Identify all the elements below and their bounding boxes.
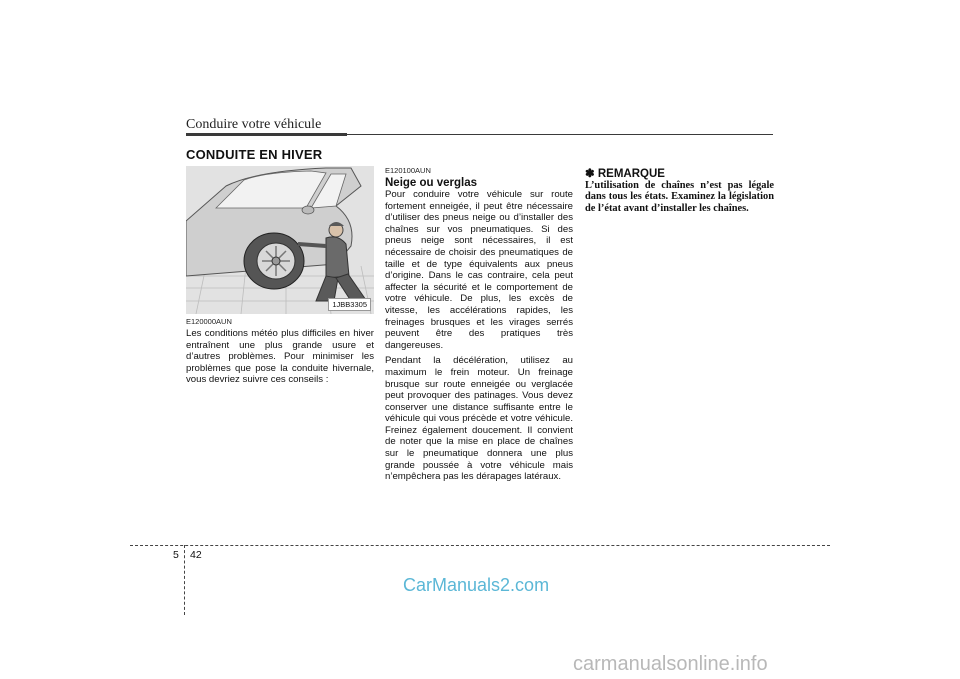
intro-text: Les conditions météo plus difficiles en hiver entraînent une plus grande usure et d’autres problèmes. Pour minimiser les problèmes que pose la conduite hivernale, vous devriez suivre ces conseils : [186, 328, 374, 386]
remark-heading-row [585, 166, 774, 180]
footer-divider [130, 545, 830, 546]
site-watermark: CarManuals2.com [403, 575, 550, 595]
footer-page-number: 42 [190, 549, 202, 561]
header-rule-thin [347, 134, 773, 135]
remark-text: L’utilisation de chaînes n’est pas légale dans tous les états. Examinez la législation de l’état avant d’installer les chaînes. [585, 180, 774, 214]
header-rule-thick [186, 133, 347, 136]
snow-heading: Neige ou verglas [385, 177, 478, 189]
section-title: CONDUITE EN HIVER [186, 147, 323, 162]
remark-box [585, 166, 774, 214]
snow-paragraph-1: Pour conduire votre véhicule sur route fortement enneigée, il peut être nécessaire d’utiliser des pneus neige ou d’installer des chaînes sur vos pneumatiques. Si des pneus neige sont nécessaires, il est nécessaire de choisir des pneumatiques de taille et de type équivalents aux pneus d’origine. Dans le cas contraire, cela peut affecter la sécurité et le comportement de votre véhicule. De plus, les excès de vitesse, les accélérations rapides, les freinages brusques et les virages serrés peuvent être des pratiques très dangereuses. [385, 189, 573, 351]
car-tire-illustration [186, 166, 374, 314]
intro-section [186, 317, 374, 386]
illustration-tire-chains [186, 166, 374, 314]
remark-heading: REMARQUE [597, 168, 665, 180]
chapter-title: Conduire votre véhicule [186, 117, 322, 132]
bottom-watermark: carmanualsonline.info [573, 653, 768, 675]
intro-code: E120000AUN [186, 317, 232, 326]
figure-label: 1JBB3305 [328, 298, 371, 311]
footer-vertical-divider [184, 545, 185, 615]
snow-section [385, 166, 573, 483]
remark-symbol-icon: ✽ [585, 168, 595, 180]
footer-chapter-number: 5 [173, 549, 179, 561]
snow-paragraph-2: Pendant la décélération, utilisez au maximum le frein moteur. Un freinage brusque sur route enneigée ou verglacée peut provoquer des patinages. Vous devez conserver une distance suffisante entre le véhicule qui vous précède et votre véhicule. Freinez également doucement. Il convient de noter que la mise en place de chaînes sur le pneumatique donnera une plus grande poussée à votre véhicule mais n’empêchera pas les dérapages latéraux. [385, 355, 573, 483]
snow-code: E120100AUN [385, 166, 431, 175]
